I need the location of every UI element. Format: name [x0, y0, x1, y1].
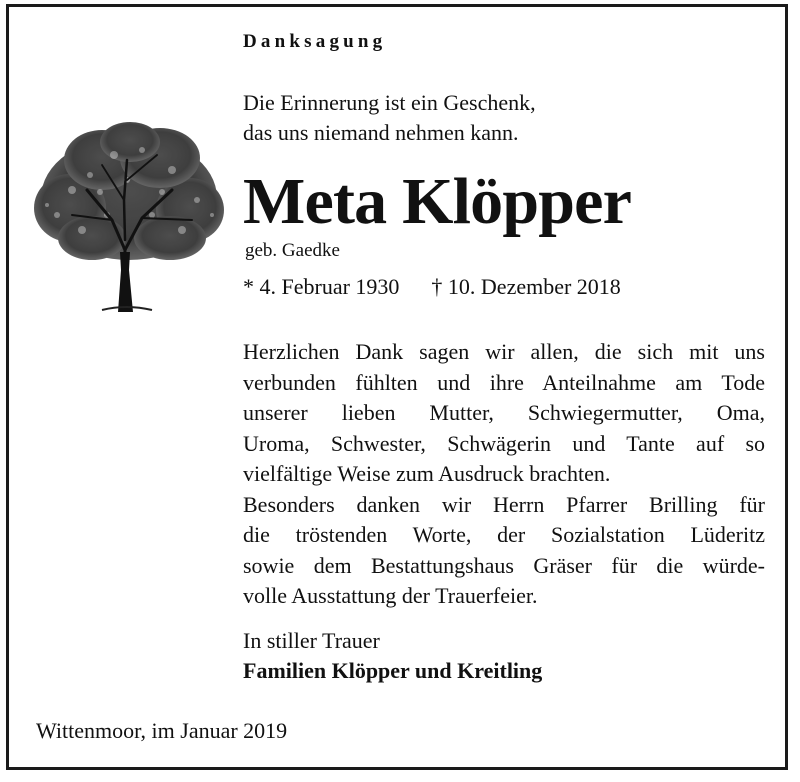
signoff	[243, 626, 542, 686]
paragraph-line: unserer lieben Mutter, Schwiegermutter, Oma,	[243, 400, 765, 425]
birth-date: * 4. Februar 1930	[243, 274, 400, 299]
paragraph-line: volle Ausstattung der Trauerfeier.	[243, 583, 538, 608]
place-and-date: Wittenmoor, im Januar 2019	[36, 718, 288, 743]
quote-line: Die Erinnerung ist ein Geschenk,	[243, 90, 536, 115]
paragraph-line: Herzlichen Dank sagen wir allen, die sich mit uns	[243, 339, 765, 364]
closing-phrase: In stiller Trauer	[243, 628, 380, 653]
notice-heading: Danksagung	[243, 31, 387, 52]
deceased-name: Meta Klöpper	[243, 165, 632, 238]
paragraph-line: vielfältige Weise zum Ausdruck brachten.	[243, 461, 611, 486]
death-date: † 10. Dezember 2018	[431, 274, 621, 299]
life-dates	[243, 274, 621, 300]
memorial-quote	[243, 88, 536, 148]
paragraph-line: Besonders danken wir Herrn Pfarrer Brilling für	[243, 491, 765, 517]
thanks-paragraph	[243, 337, 765, 612]
paragraph-line: sowie dem Bestattungshaus Gräser für die würde-	[243, 552, 765, 578]
paragraph-line: die tröstenden Worte, der Sozialstation Lüderitz	[243, 522, 765, 547]
paragraph-line: Uroma, Schwester, Schwägerin und Tante auf so	[243, 430, 765, 456]
paragraph-line: verbunden fühlten und ihre Anteilnahme am Tode	[243, 369, 765, 395]
family-names: Familien Klöpper und Kreitling	[243, 658, 543, 683]
quote-line: das uns niemand nehmen kann.	[243, 120, 519, 145]
tree-icon	[32, 120, 227, 312]
maiden-name: geb. Gaedke	[245, 240, 340, 261]
